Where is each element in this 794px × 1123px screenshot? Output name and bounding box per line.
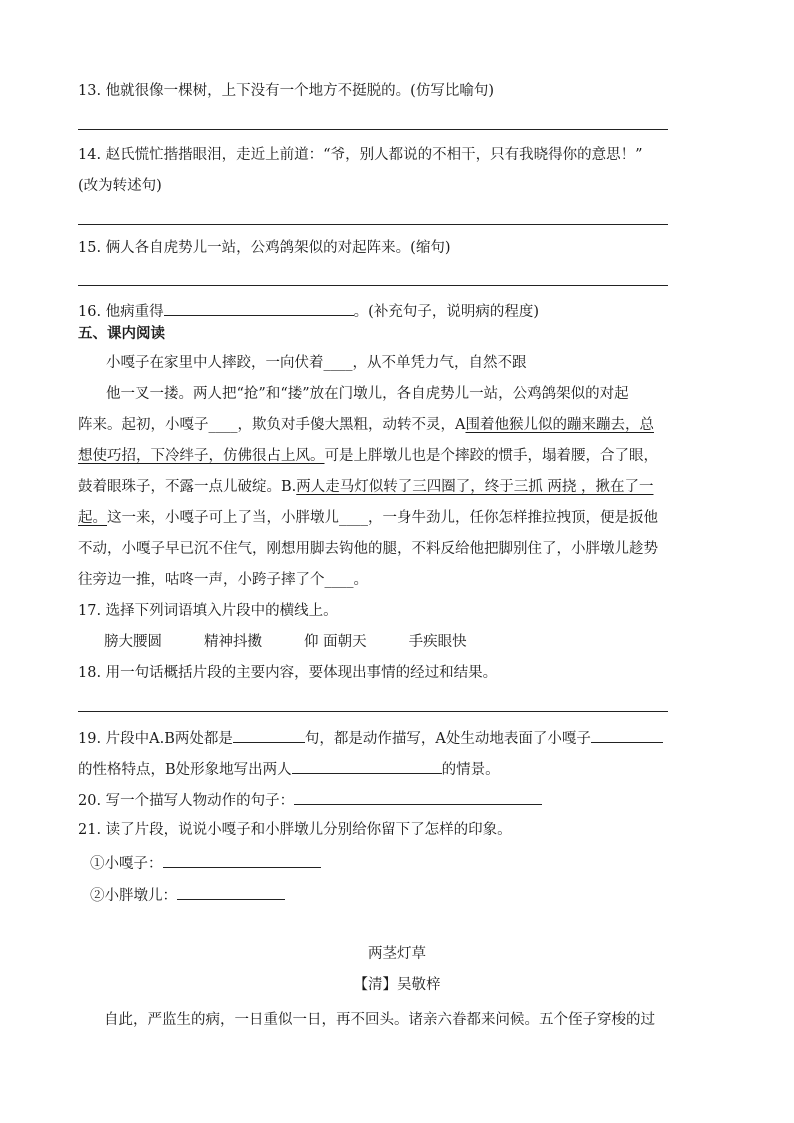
fill-blank[interactable] (177, 884, 285, 900)
word-option: 膀大腰圆 (104, 634, 162, 650)
question-14-instruction: (改为转述句) (78, 178, 162, 194)
answer-line[interactable] (78, 711, 668, 712)
question-text: 写一个描写人物动作的句子： (105, 793, 295, 809)
word-option: 仰 面朝天 (304, 634, 367, 650)
question-number: 20. (78, 793, 102, 809)
question-text-start: 他病重得 (105, 304, 164, 320)
passage-line: 他一叉一搂。两人把“抢”和“搂”放在门墩儿，各自虎势儿一站，公鸡鸽架似的对起 (106, 386, 629, 402)
question-17 (78, 601, 338, 621)
passage-line (78, 477, 653, 497)
question-15 (78, 238, 450, 258)
question-text: 的情景。 (441, 762, 500, 778)
question-text: 俩人各自虎势儿一站，公鸡鸽架似的对起阵来。(缩句) (105, 240, 451, 256)
passage-text: 阵来。起初，小嘎子____，欺负对手傻大黑粗，动转不灵，A (78, 417, 466, 433)
fill-blank[interactable] (294, 789, 542, 805)
question-text: 他就很像一棵树，上下没有一个地方不挺脱的。(仿写比喻句) (105, 83, 494, 99)
question-21 (78, 820, 512, 840)
question-number: 19. (78, 731, 102, 747)
fill-blank[interactable] (164, 300, 354, 316)
fill-blank[interactable] (292, 758, 442, 774)
question-number: 15. (78, 240, 102, 256)
answer-label: ①小嘎子： (90, 856, 163, 872)
question-20 (78, 789, 542, 811)
passage-text: 这一来，小嘎子可上了当，小胖墩儿____，一身牛劲儿，任你怎样推拉拽顶，便是扳他 (107, 510, 658, 526)
passage-line (78, 415, 654, 435)
answer-label: ②小胖墩儿： (90, 888, 177, 904)
underlined-text-b: 两人走马灯似转了三四圈了，终于三抓 两挠 ，揪在了一 (296, 479, 654, 495)
fill-blank[interactable] (591, 727, 663, 743)
underlined-text-a: 围着他猴儿似的蹦来蹦去，总 (465, 417, 654, 433)
question-number: 18. (78, 665, 102, 681)
underlined-text-b: 起。 (78, 510, 107, 526)
answer-line[interactable] (78, 129, 668, 130)
question-14 (78, 145, 643, 165)
answer-line[interactable] (78, 224, 668, 225)
question-text: 的性格特点，B处形象地写出两人 (78, 762, 292, 778)
fill-blank[interactable] (163, 852, 321, 868)
question-number: 17. (78, 603, 102, 619)
question-text: 读了片段，说说小嘎子和小胖墩儿分别给你留下了怎样的印象。 (105, 822, 512, 838)
passage-text: 鼓着眼珠子，不露一点儿破绽。B. (78, 479, 297, 495)
question-18 (78, 663, 497, 683)
underlined-text-a: 想使巧招，下冷绊子，仿佛很占上风。 (78, 448, 325, 464)
question-13 (78, 81, 494, 101)
question-19 (78, 727, 663, 749)
reading-author: 【清】吴敬梓 (353, 977, 441, 993)
word-option: 手疾眼快 (408, 634, 467, 650)
passage-line (78, 446, 658, 466)
question-19-cont (78, 758, 500, 780)
section-title: 五、课内阅读 (78, 325, 165, 342)
question-text: 用一句话概括片段的主要内容，要体现出事情的经过和结果。 (105, 665, 498, 681)
question-number: 13. (78, 83, 102, 99)
passage-line: 小嘎子在家里中人摔跤，一向伏着____，从不单凭力气，自然不跟 (106, 355, 527, 371)
question-number: 16. (78, 304, 102, 320)
answer-item-2 (90, 884, 285, 906)
question-text: 赵氏慌忙揩揩眼泪，走近上前道：“爷，别人都说的不相干，只有我晓得你的意思！” (105, 147, 643, 163)
question-text: 句，都是动作描写，A处生动地表面了小嘎子 (304, 731, 591, 747)
reading-title: 两茎灯草 (368, 946, 426, 962)
question-text: 片段中A.B两处都是 (105, 731, 233, 747)
passage-line (78, 508, 658, 528)
reading-text-line: 自此，严监生的病，一日重似一日，再不回头。诸亲六眷都来问候。五个侄子穿梭的过 (104, 1012, 655, 1028)
question-16 (78, 300, 539, 322)
passage-text: 可是上胖墩儿也是个摔跤的惯手，塌着腰，合了眼， (324, 448, 658, 464)
passage-line: 不动，小嘎子早已沉不住气，刚想用脚去钩他的腿，不料反给他把脚别住了，小胖墩儿趁势 (78, 541, 658, 557)
passage-line: 往旁边一推，咕咚一声，小跨子摔了个____。 (78, 572, 368, 588)
question-text-end: 。(补充句子，说明病的程度) (353, 304, 539, 320)
fill-blank[interactable] (233, 727, 305, 743)
word-option: 精神抖擞 (204, 634, 262, 650)
answer-line[interactable] (78, 285, 668, 286)
question-number: 14. (78, 147, 102, 163)
question-text: 选择下列词语填入片段中的横线上。 (105, 603, 338, 619)
word-bank (104, 632, 509, 652)
question-number: 21. (78, 822, 102, 838)
answer-item-1 (90, 852, 321, 874)
